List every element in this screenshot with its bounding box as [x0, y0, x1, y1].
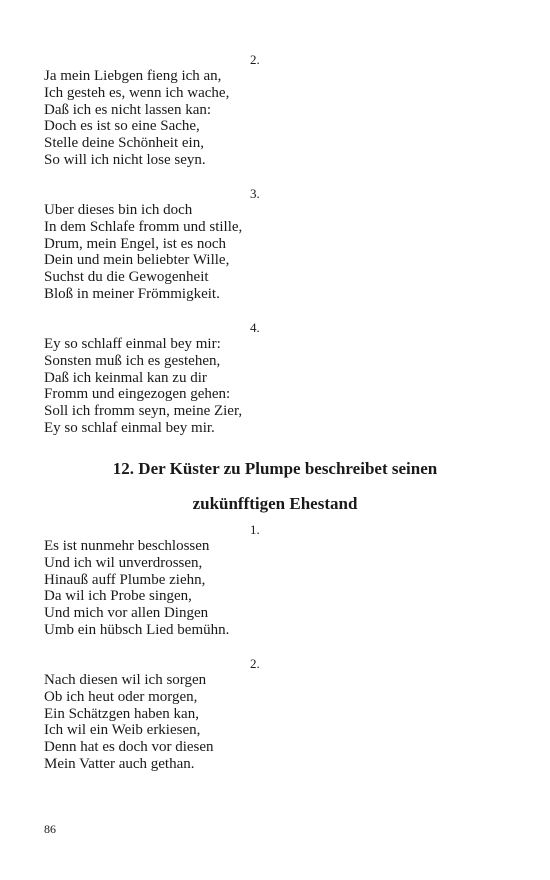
verse-line: Bloß in meiner Frömmigkeit.: [44, 285, 220, 302]
verse-line: Denn hat es doch vor diesen: [44, 739, 214, 756]
verse-line: Ein Schätzgen haben kan,: [44, 705, 199, 722]
verse-line: Doch es ist so eine Sache,: [44, 118, 200, 135]
verse-line: Es ist nunmehr beschlossen: [44, 538, 210, 554]
page-number: 86: [44, 822, 56, 836]
verse-line: Ich gesteh es, wenn ich wache,: [44, 84, 230, 101]
stanza: [44, 336, 242, 437]
verse-line: Ich wil ein Weib erkiesen,: [44, 722, 201, 739]
verse-line: Daß ich keinmal kan zu dir: [44, 369, 207, 386]
stanza: [44, 202, 242, 303]
stanza-number: 4.: [250, 320, 260, 335]
stanza-number: 2.: [250, 656, 260, 671]
verse-line: Dein und mein beliebter Wille,: [44, 252, 230, 269]
stanza-number: 2.: [250, 52, 260, 67]
stanza-number: 1.: [250, 522, 260, 537]
verse-line: Umb ein hübsch Lied bemühn.: [44, 621, 230, 638]
verse-line: Daß ich es nicht lassen kan:: [44, 101, 212, 118]
verse-line: Und mich vor allen Dingen: [44, 605, 209, 622]
verse-line: Hinauß auff Plumbe ziehn,: [44, 571, 206, 588]
verse-line: Da wil ich Probe singen,: [44, 588, 192, 605]
verse-line: Ob ich heut oder morgen,: [44, 688, 198, 705]
verse-line: Ja mein Liebgen fieng ich an,: [44, 68, 222, 84]
poem-title: 12. Der Küster zu Plumpe beschreibet seinen: [112, 459, 438, 478]
stanza: [44, 68, 229, 169]
verse-line: Mein Vatter auch gethan.: [44, 755, 195, 772]
verse-line: Sonsten muß ich es gestehen,: [44, 352, 221, 369]
verse-line: Stelle deine Schönheit ein,: [44, 135, 204, 152]
verse-line: Ey so schlaff einmal bey mir:: [44, 336, 221, 352]
poem-title-continued: zukünfftigen Ehestand: [192, 494, 358, 513]
verse-line: Und ich wil unverdrossen,: [44, 554, 203, 571]
verse-line: Uber dieses bin ich doch: [44, 202, 193, 218]
verse-line: Drum, mein Engel, ist es noch: [44, 235, 227, 252]
verse-line: Ey so schlaf einmal bey mir.: [44, 419, 215, 436]
verse-line: In dem Schlafe fromm und stille,: [44, 218, 243, 235]
stanza: [44, 672, 214, 773]
verse-line: Soll ich fromm seyn, meine Zier,: [44, 403, 243, 420]
verse-line: So will ich nicht lose seyn.: [44, 151, 206, 168]
stanza: [44, 538, 229, 639]
stanza-number: 3.: [250, 186, 260, 201]
verse-line: Nach diesen wil ich sorgen: [44, 672, 207, 688]
verse-line: Fromm und eingezogen gehen:: [44, 386, 231, 403]
verse-line: Suchst du die Gewogenheit: [44, 269, 209, 286]
